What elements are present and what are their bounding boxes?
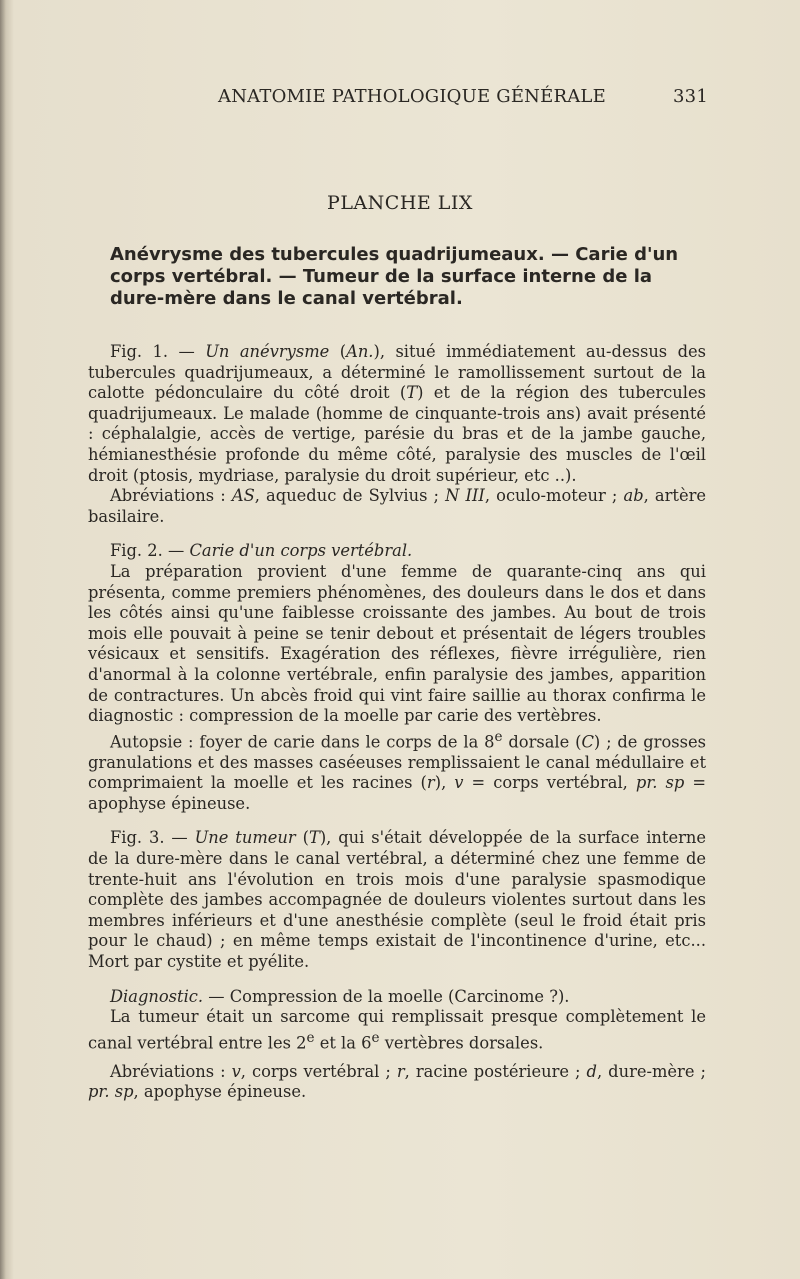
label-as: AS — [231, 486, 255, 506]
diagnostic-paragraph — [88, 1007, 706, 1054]
plate-title: PLANCHE LIX — [327, 192, 473, 214]
spacer — [88, 973, 706, 987]
text-run: qui s'était développée de la surface interne de la dure-mère dans le canal vertébral, a déterminé chez une femme de trente-huit ans l'évolution en trois mois d'une paralysie spasmodique complète des jambes accompagnée de douleurs violentes surtout dans les membres inférieurs et d'une anesthésie complète (seul le froid était pris pour le chaud) ; en même temps existait de l'incontinence d'urine, etc... Mort par cystite et pyélite. — [88, 828, 706, 972]
text-run: , oculo-moteur ; — [484, 486, 624, 506]
label-v: v — [454, 773, 464, 793]
label-d: d — [586, 1061, 597, 1081]
fig2-label: Fig. 2. — — [110, 541, 190, 561]
text-run: situé immédiatement au-dessus des tubercules quadrijumeaux, a déterminé le ramollissement surtout de la calotte pédonculaire du côté droit ( — [88, 342, 706, 403]
label-ab: ab — [623, 486, 644, 506]
label-prsp: pr. sp — [88, 1082, 134, 1102]
text-run: = corps vertébral, — [463, 773, 636, 793]
text-run: vertèbres dorsales. — [379, 1033, 544, 1053]
page-number: 331 — [673, 86, 708, 107]
superscript: e — [371, 1029, 380, 1046]
text-run: dorsale ( — [502, 732, 582, 752]
superscript: e — [494, 728, 503, 745]
spacer — [88, 814, 706, 828]
fig2-paragraph: La préparation provient d'une femme de quarante-cinq ans qui présenta, comme premiers phénomènes, des douleurs dans le dos et dans les côtés ainsi qu'une faiblesse croissante des jambes. Au bout de trois mois elle pouvait à peine se tenir debout et présentait de légers troubles vésicaux et sensitifs. Exagération des réflexes, fièvre irrégulière, rien d'anormal à la colonne vertébrale, enfin paralysie des jambes, apparition de contractures. Un abcès froid qui vint faire saillie au thorax confirma le diagnostic : compression de la moelle par carie des vertèbres. — [88, 561, 706, 726]
text-run: ) ; de grosses granulations et des masses caséeuses remplissaient le canal médullaire et comprimaient la moelle et les racines ( — [88, 732, 706, 793]
label-t: T — [406, 383, 418, 403]
text-run: Abréviations : — [110, 486, 232, 506]
fig3-paragraph — [88, 828, 706, 972]
diagnostic-heading — [88, 987, 706, 1008]
label-c: C — [581, 732, 594, 752]
fig2-autopsy — [88, 727, 706, 815]
text-run: ), — [434, 773, 455, 793]
text-run: ) et de la région des tubercules quadrijumeaux. Le malade (homme de cinquante-trois ans) avait présenté : céphalalgie, accès de vertige, parésie du bras et de la jambe gauche, hémianesthésie profonde du même côté, paralysie des muscles de l'œil droit (ptosis, mydriase, paralysie du droit supérieur, etc ..). — [88, 383, 706, 485]
text-run: ), — [373, 342, 386, 361]
text-run: — Compression de la moelle (Carcinome ?). — [203, 986, 570, 1006]
label-prsp: pr. sp — [635, 773, 685, 793]
superscript: e — [306, 1029, 315, 1046]
text-run: , corps vertébral ; — [240, 1061, 397, 1081]
text-run: Abréviations : — [110, 1061, 232, 1081]
text-run: La tumeur était un sarcome qui remplissait presque complètement le canal vertébral entre les 2 — [88, 1007, 706, 1053]
text-run: Autopsie : foyer de carie dans le corps de la 8 — [110, 732, 495, 752]
page-body — [88, 342, 706, 1103]
fig3-label: Fig. 3. — — [110, 828, 195, 848]
text-run: = apophyse épineuse. — [88, 773, 706, 813]
spacer — [88, 1054, 706, 1062]
fig1-abbr: An. — [346, 342, 374, 361]
fig1-label: Fig. 1. — — [110, 342, 206, 361]
fig3-title: Une tumeur — [194, 828, 296, 848]
label-r: r — [396, 1061, 405, 1081]
text-run: et la 6 — [314, 1033, 372, 1053]
text-run: , racine postérieure ; — [404, 1061, 587, 1081]
label-v: v — [231, 1061, 241, 1081]
fig1-abbreviations — [88, 486, 706, 527]
plate-subtitle: Anévrysme des tubercules quadrijumeaux. — Carie d'un corps vertébral. — Tumeur de la surface interne de la dure-mère dans le canal vertébral. — [110, 244, 679, 309]
text-run: ), — [319, 828, 332, 848]
fig1-paragraph — [88, 342, 706, 486]
label-n3: N III — [445, 486, 485, 506]
text-run: ( — [295, 828, 309, 848]
diagnostic-label: Diagnostic. — [110, 986, 204, 1006]
fig2-title: Carie d'un corps vertébral. — [189, 541, 413, 561]
text-run: , aqueduc de Sylvius ; — [254, 486, 446, 506]
text-run: , apophyse épineuse. — [133, 1082, 307, 1102]
label-t: T — [308, 828, 320, 848]
text-run: ( — [329, 342, 347, 361]
fig2-heading — [88, 541, 706, 562]
spacer — [88, 527, 706, 541]
text-run: , artère basilaire. — [88, 486, 707, 526]
label-r: r — [426, 773, 435, 793]
final-abbreviations — [88, 1062, 706, 1103]
text-run: , dure-mère ; — [596, 1061, 706, 1081]
fig1-title: Un anévrysme — [205, 342, 330, 361]
running-title: ANATOMIE PATHOLOGIQUE GÉNÉRALE — [218, 86, 606, 107]
